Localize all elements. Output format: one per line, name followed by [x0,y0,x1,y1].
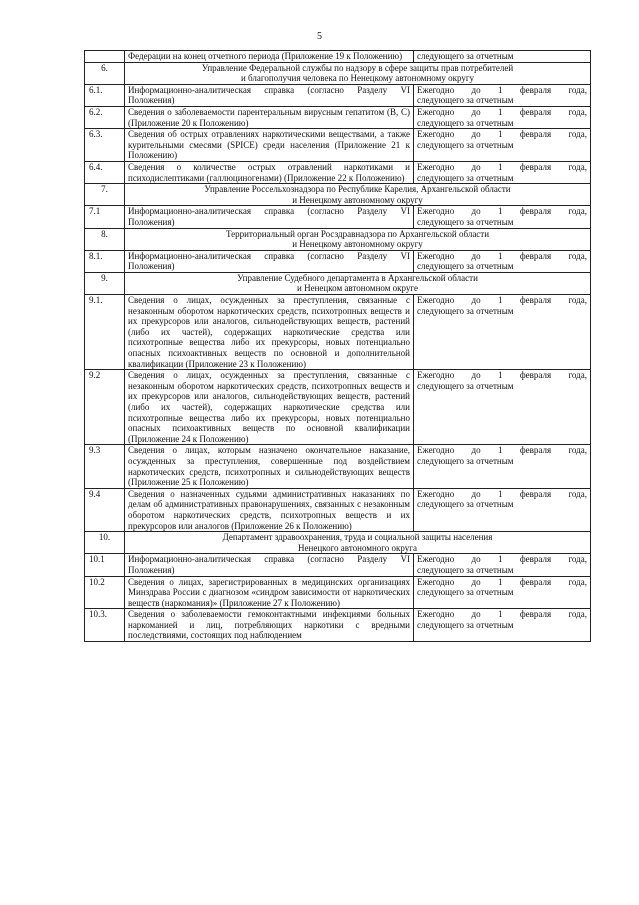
deadline-word: года, [568,295,587,306]
item-description: Сведения о заболеваемости парентеральным вирусным гепатитом (В, С) (Приложение 20 к Положению) [125,106,414,128]
deadline-line [417,577,587,588]
table-row [85,51,591,63]
deadline-line [417,129,587,140]
deadline-word: февраля [519,609,552,620]
row-number: 7.1 [85,206,125,228]
item-deadline [414,445,591,488]
deadline-line: следующего за отчетным [417,619,514,630]
deadline-word: года, [568,106,587,117]
item-description: Сведения о заболеваемости гемоконтактными инфекциями больных наркоманией и лиц, потребляющих наркотики с вредными последствиями, состоящих под наблюдением [125,609,414,642]
item-description: Федерации на конец отчетного периода (Приложение 19 к Положению) [125,51,414,63]
section-title-line: и Ненецкому автономному округу [292,194,423,205]
section-row [85,184,591,206]
deadline-word: Ежегодно [417,129,455,140]
item-description: Сведения о назначенных судьями административных наказаниях по делам об административных правонарушениях, связанных с незаконным оборотом наркотических средств, психотропных веществ и их прекурсоров или аналогов (Приложение 26 к Положению) [125,488,414,531]
item-description: Сведения об острых отравлениях наркотическими веществами, а также курительными смесями (SPICE) среди населения (Приложение 21 к Положению) [125,129,414,162]
table-row [85,106,591,128]
item-description: Сведения о лицах, осужденных за преступления, связанные с незаконным оборотом наркотических средств, психотропных веществ и их прекурсоров или аналогов, сильнодействующих веществ, растений (либо их частей), содержащих наркотические средства или психотропные вещества либо их прекурсоры, новых потенциально опасных психоактивных веществ по основной квалификации (Приложение 24 к Положению) [125,370,414,445]
row-number: 9.4 [85,488,125,531]
deadline-word: года, [568,206,587,217]
section-title-line: Управление Россельхознадзора по Республике Карелия, Архангельской области [204,184,511,195]
deadline-word: до [471,84,481,95]
deadline-line: следующего за отчетным [417,172,514,183]
row-number: 8. [85,228,125,250]
deadline-line [417,107,587,118]
section-title [125,272,591,294]
deadline-word: до [471,576,481,587]
deadline-line: следующего за отчетным [417,51,514,61]
deadline-word: Ежегодно [417,370,455,381]
item-deadline [414,554,591,576]
deadline-word: Ежегодно [417,554,455,565]
deadline-word: 1 [497,129,503,140]
deadline-word: февраля [519,554,552,565]
deadline-word: до [471,554,481,565]
table-row [85,129,591,162]
deadline-line: следующего за отчетным [417,305,514,316]
deadline-word: февраля [519,576,552,587]
row-number: 9.1. [85,295,125,370]
row-number: 6.1. [85,84,125,106]
table-row [85,554,591,576]
deadline-word: года, [568,84,587,95]
deadline-word: Ежегодно [417,295,455,306]
section-title-line: и Ненецкому автономному округу [292,239,423,250]
deadline-line [417,85,587,96]
item-deadline [414,609,591,642]
section-title-line: и Ненецком автономном округе [297,283,418,294]
deadline-word: февраля [519,488,552,499]
deadline-word: года, [568,129,587,140]
section-row [85,532,591,554]
deadline-word: года, [568,554,587,565]
section-title [125,62,591,84]
item-description: Сведения о количестве острых отравлений наркотиками и психодислептиками (галлюциногенами) (Приложение 22 к Положению) [125,161,414,183]
deadline-word: до [471,609,481,620]
deadline-line: следующего за отчетным [417,139,514,150]
deadline-word: года, [568,488,587,499]
deadline-line [417,489,587,500]
deadline-word: до [471,250,481,261]
deadline-word: до [471,106,481,117]
deadline-word: до [471,161,481,172]
deadline-word: 1 [497,161,503,172]
item-deadline [414,488,591,531]
deadline-line [417,370,587,381]
table-row [85,84,591,106]
table-row [85,161,591,183]
page-number: 5 [317,31,322,42]
deadline-word: 1 [497,106,503,117]
deadline-word: 1 [497,609,503,620]
deadline-line [417,251,587,262]
deadline-word: 1 [497,576,503,587]
deadline-line: следующего за отчетным [417,95,514,106]
deadline-line: следующего за отчетным [417,117,514,128]
deadline-word: до [471,129,481,140]
deadline-word: 1 [497,206,503,217]
deadline-word: до [471,295,481,306]
item-deadline [414,206,591,228]
table-row [85,488,591,531]
deadline-word: февраля [519,206,552,217]
deadline-word: 1 [497,295,503,306]
deadline-word: Ежегодно [417,576,455,587]
deadline-word: февраля [519,250,552,261]
row-number: 6. [85,62,125,84]
row-number: 8.1. [85,250,125,272]
item-description: Информационно-аналитическая справка (согласно Разделу VI Положения) [125,250,414,272]
item-deadline [414,250,591,272]
item-deadline [414,295,591,370]
table-row [85,445,591,488]
table-row [85,609,591,642]
deadline-word: года, [568,370,587,381]
deadline-word: февраля [519,84,552,95]
deadline-line: следующего за отчетным [417,216,514,227]
row-number: 10.3. [85,609,125,642]
section-title-line: Территориальный орган Росздравнадзора по Архангельской области [225,228,490,239]
deadline-line: следующего за отчетным [417,455,514,466]
deadline-word: до [471,445,481,456]
deadline-word: 1 [497,370,503,381]
section-title-line: Ненецкого автономного округа [298,542,417,553]
section-row [85,62,591,84]
deadline-word: 1 [497,488,503,499]
deadline-word: 1 [497,84,503,95]
deadline-line: следующего за отчетным [417,587,514,598]
item-deadline [414,106,591,128]
row-number: 10.1 [85,554,125,576]
deadline-word: года, [568,609,587,620]
row-number: 9.3 [85,445,125,488]
item-description: Сведения о лицах, которым назначено окончательное наказание, осужденных за преступления, совершенные под воздействием наркотических средств, психотропных и сильнодействующих веществ (Приложение 25 к Положению) [125,445,414,488]
row-number: 6.3. [85,129,125,162]
deadline-word: года, [568,250,587,261]
item-deadline [414,129,591,162]
deadline-line: следующего за отчетным [417,564,514,575]
section-title-line: и благополучия человека по Ненецкому автономному округу [240,73,475,84]
deadline-word: года, [568,445,587,456]
section-title [125,228,591,250]
reporting-table [84,50,591,642]
deadline-word: Ежегодно [417,206,455,217]
deadline-word: февраля [519,106,552,117]
deadline-line: следующего за отчетным [417,499,514,510]
section-row [85,228,591,250]
deadline-word: 1 [497,445,503,456]
deadline-word: февраля [519,295,552,306]
deadline-line [417,609,587,620]
deadline-word: Ежегодно [417,84,455,95]
item-deadline [414,84,591,106]
deadline-word: Ежегодно [417,609,455,620]
deadline-line [417,554,587,565]
deadline-word: до [471,206,481,217]
section-title [125,532,591,554]
row-number: 9.2 [85,370,125,445]
deadline-word: года, [568,576,587,587]
deadline-word: февраля [519,161,552,172]
section-title [125,184,591,206]
deadline-word: 1 [497,250,503,261]
deadline-line [417,445,587,456]
row-number: 9. [85,272,125,294]
row-number: 6.2. [85,106,125,128]
item-deadline [414,576,591,609]
deadline-line [417,206,587,217]
deadline-word: февраля [519,370,552,381]
deadline-line: следующего за отчетным [417,261,514,272]
item-deadline [414,370,591,445]
table-row [85,576,591,609]
table-body [85,51,591,642]
deadline-word: февраля [519,445,552,456]
deadline-word: Ежегодно [417,488,455,499]
deadline-line [417,295,587,306]
table-row [85,206,591,228]
row-number: 10. [85,532,125,554]
deadline-word: Ежегодно [417,161,455,172]
item-description: Информационно-аналитическая справка (согласно Разделу VI Положения) [125,206,414,228]
table-row [85,250,591,272]
section-title-line: Управление Федеральной службы по надзору в сфере защиты прав потребителей [201,62,514,73]
deadline-word: Ежегодно [417,250,455,261]
row-number: 10.2 [85,576,125,609]
deadline-word: февраля [519,129,552,140]
row-number: 6.4. [85,161,125,183]
deadline-word: Ежегодно [417,445,455,456]
section-row [85,272,591,294]
deadline-word: Ежегодно [417,106,455,117]
table-row [85,370,591,445]
section-title-line: Управление Судебного департамента в Архангельской области [237,272,478,283]
section-title-line: Департамент здравоохранения, труда и социальной защиты населения [222,532,493,543]
deadline-line [417,162,587,173]
item-deadline [414,51,591,63]
item-description: Сведения о лицах, осужденных за преступления, связанные с незаконным оборотом наркотических средств, психотропных веществ и их прекурсоров или аналогов, сильнодействующих веществ, растений (либо их частей), содержащих наркотические средства или психотропные вещества либо их прекурсоры, новых потенциально опасных психоактивных веществ по основной и дополнительной квалификации (Приложение 23 к Положению) [125,295,414,370]
item-description: Сведения о лицах, зарегистрированных в медицинских организациях Минздрава России с диагнозом «синдром зависимости от наркотических веществ (наркомания)» (Приложение 27 к Положению) [125,576,414,609]
deadline-line: следующего за отчетным [417,380,514,391]
row-number: 7. [85,184,125,206]
item-description: Информационно-аналитическая справка (согласно Разделу VI Положения) [125,84,414,106]
deadline-word: до [471,370,481,381]
deadline-word: года, [568,161,587,172]
item-description: Информационно-аналитическая справка (согласно Разделу VI Положения) [125,554,414,576]
item-deadline [414,161,591,183]
deadline-word: 1 [497,554,503,565]
deadline-word: до [471,488,481,499]
row-number [85,51,125,63]
table-row [85,295,591,370]
